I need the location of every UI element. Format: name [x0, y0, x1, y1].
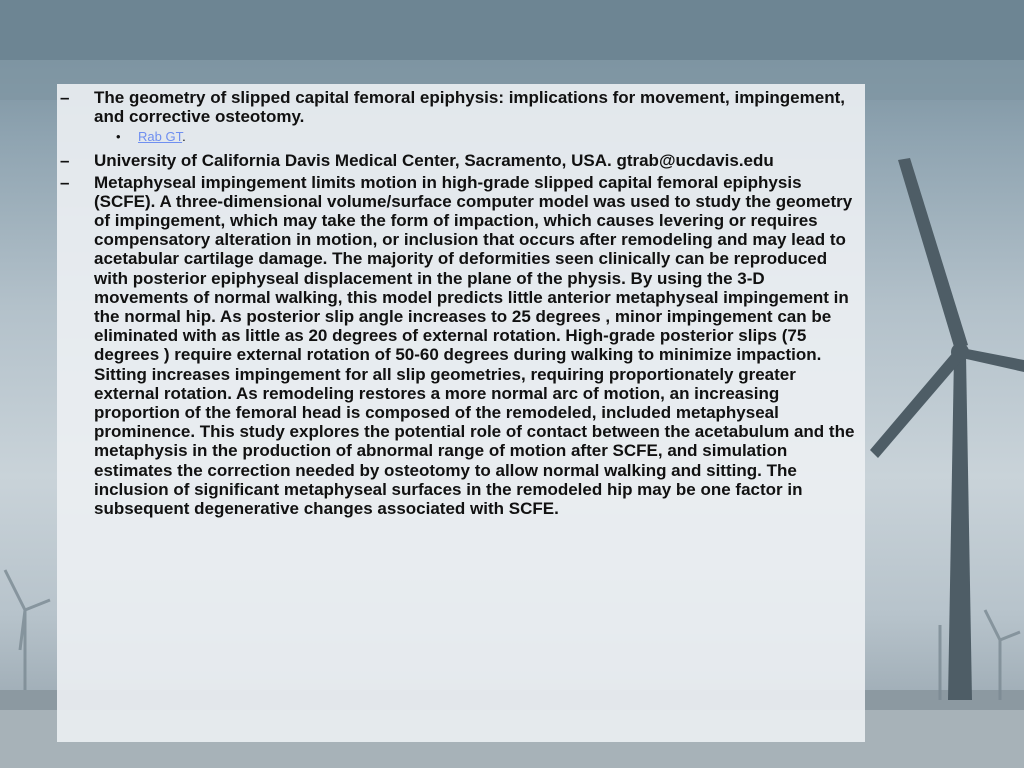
abstract-text: Metaphyseal impingement limits motion in high-grade slipped capital femoral epiphysis (SCFE). A three-dimensional volume/surface computer model was used to study the geometry of impingement, which may take the form of impaction, which causes levering or requires compensatory alteration in motion, or inclusion that occurs after remodeling and may lead to acetabular cartilage damage. The majority of deformities seen clinically can be reproduced with posterior epiphyseal displacement in the plane of the physis. By using the 3-D movements of normal walking, this model predicts little anterior metaphyseal impingement in the normal hip. As posterior slip angle increases to 25 degrees , minor impingement can be eliminated with as little as 20 degrees of external rotation. High-grade posterior slips (75 degrees ) require external rotation of 50-60 degrees during walking to minimize impaction. Sitting increases impingement for all slip geometries, requiring proportionately greater external rotation. As remodeling restores a more normal arc of motion, an increasing proportion of the femoral head is composed of the remodeled, included metaphyseal prominence. This study explores the potential role of contact between the acetabulum and the metaphysis in the production of abnormal range of motion after SCFE, and simulation estimates the correction needed by osteotomy to allow normal walking and sitting. The inclusion of significant metaphyseal surfaces in the remodeled hip may be one factor in subsequent degenerative changes associated with SCFE. [94, 172, 855, 519]
dash-bullet: – [60, 88, 70, 107]
author-item [60, 128, 860, 145]
affiliation-text: University of California Davis Medical Center, Sacramento, USA. gtrab@ucdavis.edu [94, 151, 774, 171]
dash-bullet: – [60, 172, 70, 192]
affiliation-item [60, 151, 860, 170]
turbine-large [870, 158, 1024, 700]
article-title: The geometry of slipped capital femoral epiphysis: implications for movement, impingement, and corrective osteotomy. [94, 88, 845, 127]
dot-bullet: • [116, 129, 121, 145]
title-item [60, 88, 860, 126]
slide-content [60, 88, 860, 520]
abstract-item [60, 173, 860, 519]
dash-bullet: – [60, 151, 70, 171]
author-link[interactable]: Rab GT [138, 129, 183, 145]
author-suffix: . [182, 129, 186, 145]
